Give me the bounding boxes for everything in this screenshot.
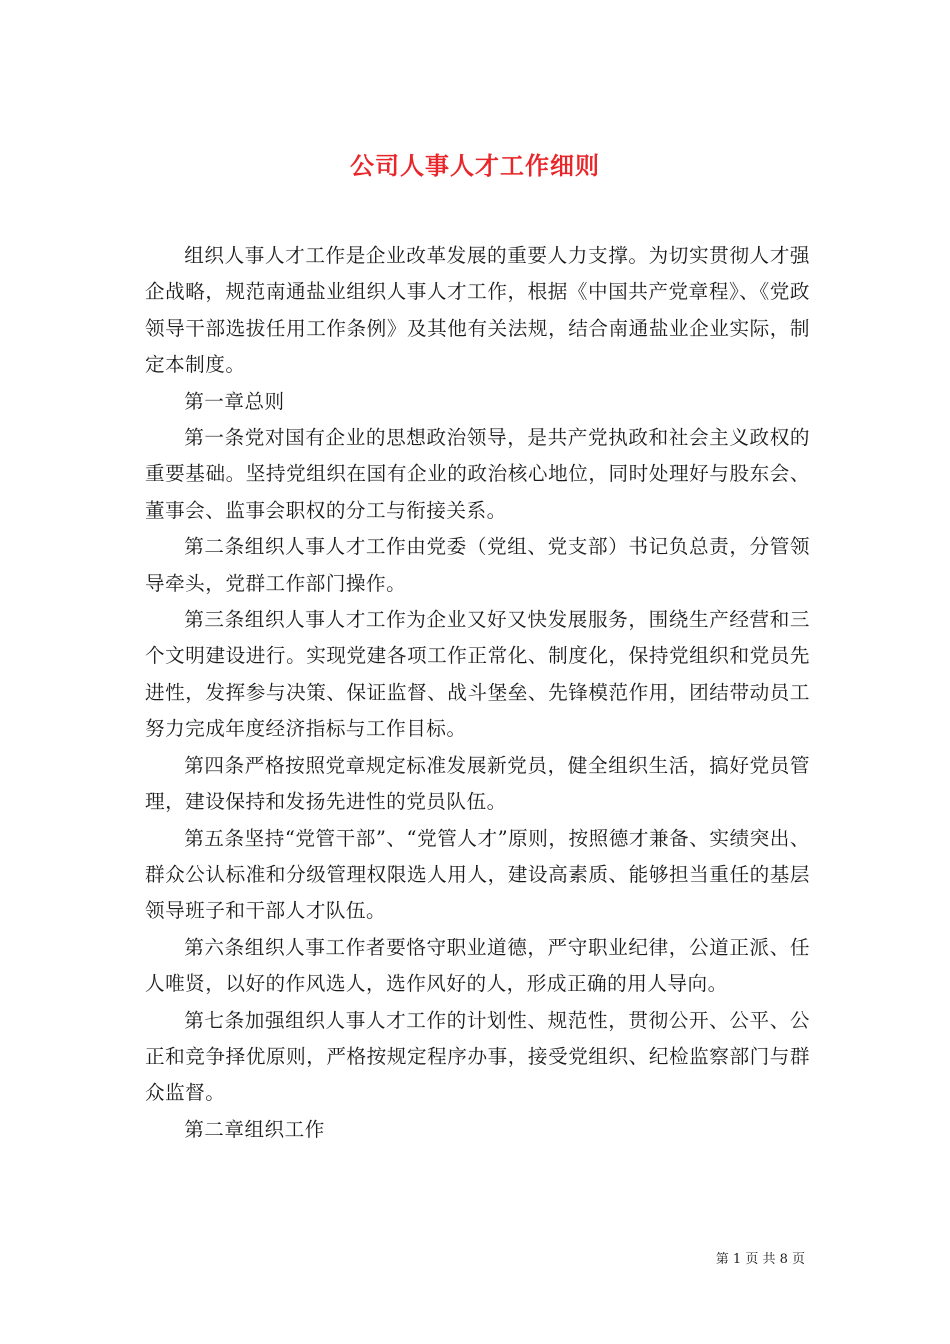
paragraph-intro: 组织人事人才工作是企业改革发展的重要人力支撑。为切实贯彻人才强企战略，规范南通盐业组织人事人才工作，根据《中国共产党章程》、《党政领导干部选拔任用工作条例》及其他有关法规，结合南通盐业企业实际，制定本制度。 (145, 244, 810, 377)
page-number: 第 1 页 共 8 页 (715, 1252, 805, 1267)
article-1: 第一条党对国有企业的思想政治领导，是共产党执政和社会主义政权的重要基础。坚持党组织在国有企业的政治核心地位，同时处理好与股东会、董事会、监事会职权的分工与衔接关系。 (145, 426, 810, 522)
article-6: 第六条组织人事工作者要恪守职业道德，严守职业纪律，公道正派、任人唯贤，以好的作风选人，选作风好的人，形成正确的用人导向。 (145, 935, 810, 996)
article-2: 第二条组织人事人才工作由党委（党组、党支部）书记负总责，分管领导牵头，党群工作部门操作。 (145, 535, 810, 595)
chapter-heading-1: 第一章总则 (184, 389, 285, 413)
document-body (145, 238, 810, 1148)
document-title: 公司人事人才工作细则 (350, 151, 600, 181)
chapter-heading-2: 第二章组织工作 (184, 1117, 325, 1141)
article-3: 第三条组织人事人才工作为企业又好又快发展服务，围绕生产经营和三个文明建设进行。实现党建各项工作正常化、制度化，保持党组织和党员先进性，发挥参与决策、保证监督、战斗堡垒、先锋模范作用，团结带动员工努力完成年度经济指标与工作目标。 (145, 608, 810, 741)
article-4: 第四条严格按照党章规定标准发展新党员，健全组织生活，搞好党员管理，建设保持和发扬先进性的党员队伍。 (145, 753, 810, 814)
article-5: 第五条坚持“党管干部”、“党管人才”原则，按照德才兼备、实绩突出、群众公认标准和分级管理权限选人用人，建设高素质、能够担当重任的基层领导班子和干部人才队伍。 (145, 826, 810, 923)
article-7: 第七条加强组织人事人才工作的计划性、规范性，贯彻公开、公平、公正和竞争择优原则，严格按规定程序办事，接受党组织、纪检监察部门与群众监督。 (145, 1008, 810, 1105)
